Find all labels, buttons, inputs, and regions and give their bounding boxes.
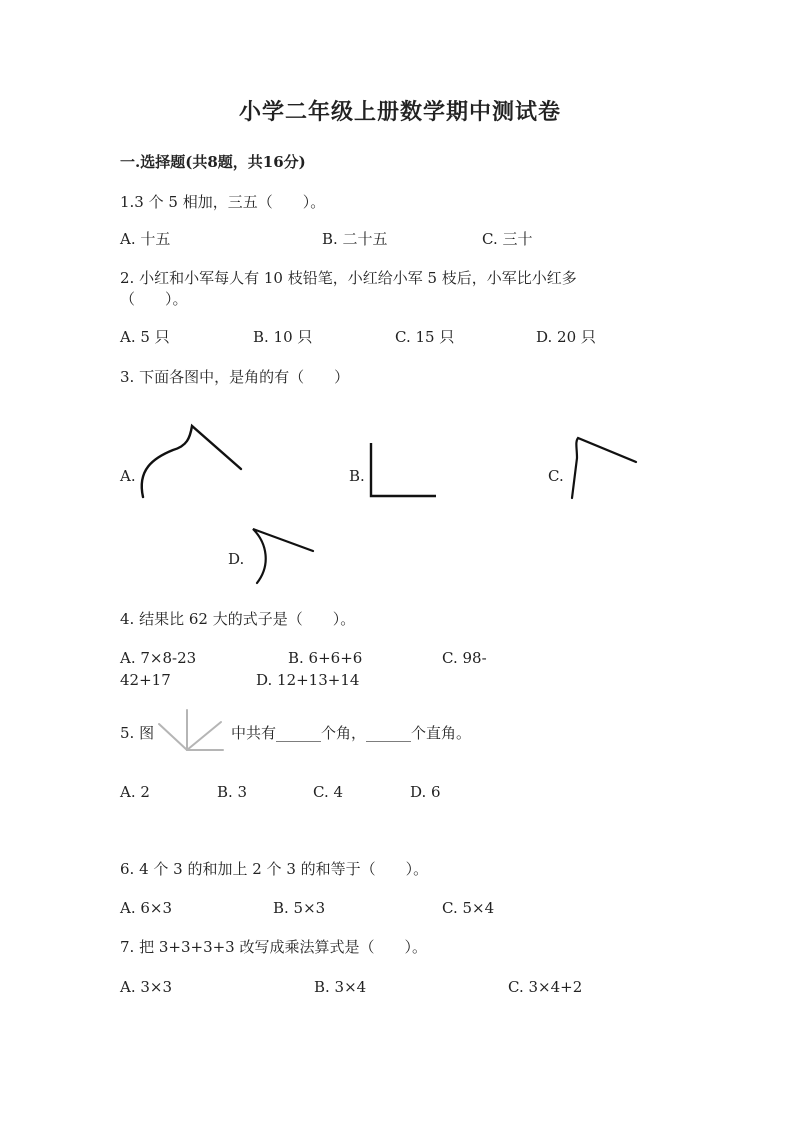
q4-option-c-cont: 42+17 xyxy=(120,671,171,689)
question-5-stem-prefix: 5. 图 xyxy=(120,724,155,742)
q4-option-a[interactable]: A. 7×8-23 xyxy=(120,649,197,667)
q4-option-d[interactable]: D. 12+13+14 xyxy=(256,671,360,689)
figure-b-right-angle-icon xyxy=(362,440,442,502)
question-1-stem: 1.3 个 5 相加，三五（ ）。 xyxy=(120,193,326,211)
q4-option-c[interactable]: C. 98- xyxy=(442,649,487,667)
q5-option-c[interactable]: C. 4 xyxy=(313,783,344,801)
q6-option-c[interactable]: C. 5×4 xyxy=(442,899,495,917)
question-2-stem-cont: （ ）。 xyxy=(120,290,188,308)
question-5-stem-suffix: 中共有______个角，______个直角。 xyxy=(231,724,472,742)
q2-option-d[interactable]: D. 20 只 xyxy=(536,328,596,346)
question-4-stem: 4. 结果比 62 大的式子是（ ）。 xyxy=(120,610,356,628)
q4-option-b[interactable]: B. 6+6+6 xyxy=(288,649,363,667)
q3-option-d[interactable]: D. xyxy=(228,550,245,568)
question-7-stem: 7. 把 3+3+3+3 改写成乘法算式是（ ）。 xyxy=(120,938,427,956)
q5-option-b[interactable]: B. 3 xyxy=(217,783,248,801)
q7-option-c[interactable]: C. 3×4+2 xyxy=(508,978,583,996)
q1-option-b[interactable]: B. 二十五 xyxy=(322,230,388,248)
section-heading: 一.选择题(共8题，共16分) xyxy=(120,153,306,171)
figure-a-curve-angle-icon xyxy=(135,420,255,505)
q2-option-a[interactable]: A. 5 只 xyxy=(120,328,170,346)
figure-d-curved-angle-icon xyxy=(245,525,320,587)
q5-option-d[interactable]: D. 6 xyxy=(410,783,441,801)
q7-option-a[interactable]: A. 3×3 xyxy=(120,978,173,996)
q3-option-a[interactable]: A. xyxy=(120,467,136,485)
q1-option-a[interactable]: A. 十五 xyxy=(120,230,171,248)
q2-option-c[interactable]: C. 15 只 xyxy=(395,328,455,346)
figure-rays-angles-icon xyxy=(155,708,227,756)
figure-c-bent-angle-icon xyxy=(565,430,645,502)
question-3-stem: 3. 下面各图中，是角的有（ ） xyxy=(120,368,350,386)
q3-option-c[interactable]: C. xyxy=(548,467,564,485)
q2-option-b[interactable]: B. 10 只 xyxy=(253,328,313,346)
q6-option-a[interactable]: A. 6×3 xyxy=(120,899,173,917)
q5-option-a[interactable]: A. 2 xyxy=(120,783,150,801)
q3-option-b[interactable]: B. xyxy=(349,467,365,485)
question-2-stem: 2. 小红和小军每人有 10 枝铅笔，小红给小军 5 枝后，小军比小红多 xyxy=(120,269,577,287)
page-title: 小学二年级上册数学期中测试卷 xyxy=(238,99,561,125)
q1-option-c[interactable]: C. 三十 xyxy=(482,230,533,248)
q7-option-b[interactable]: B. 3×4 xyxy=(314,978,367,996)
question-6-stem: 6. 4 个 3 的和加上 2 个 3 的和等于（ ）。 xyxy=(120,860,429,878)
q6-option-b[interactable]: B. 5×3 xyxy=(273,899,326,917)
